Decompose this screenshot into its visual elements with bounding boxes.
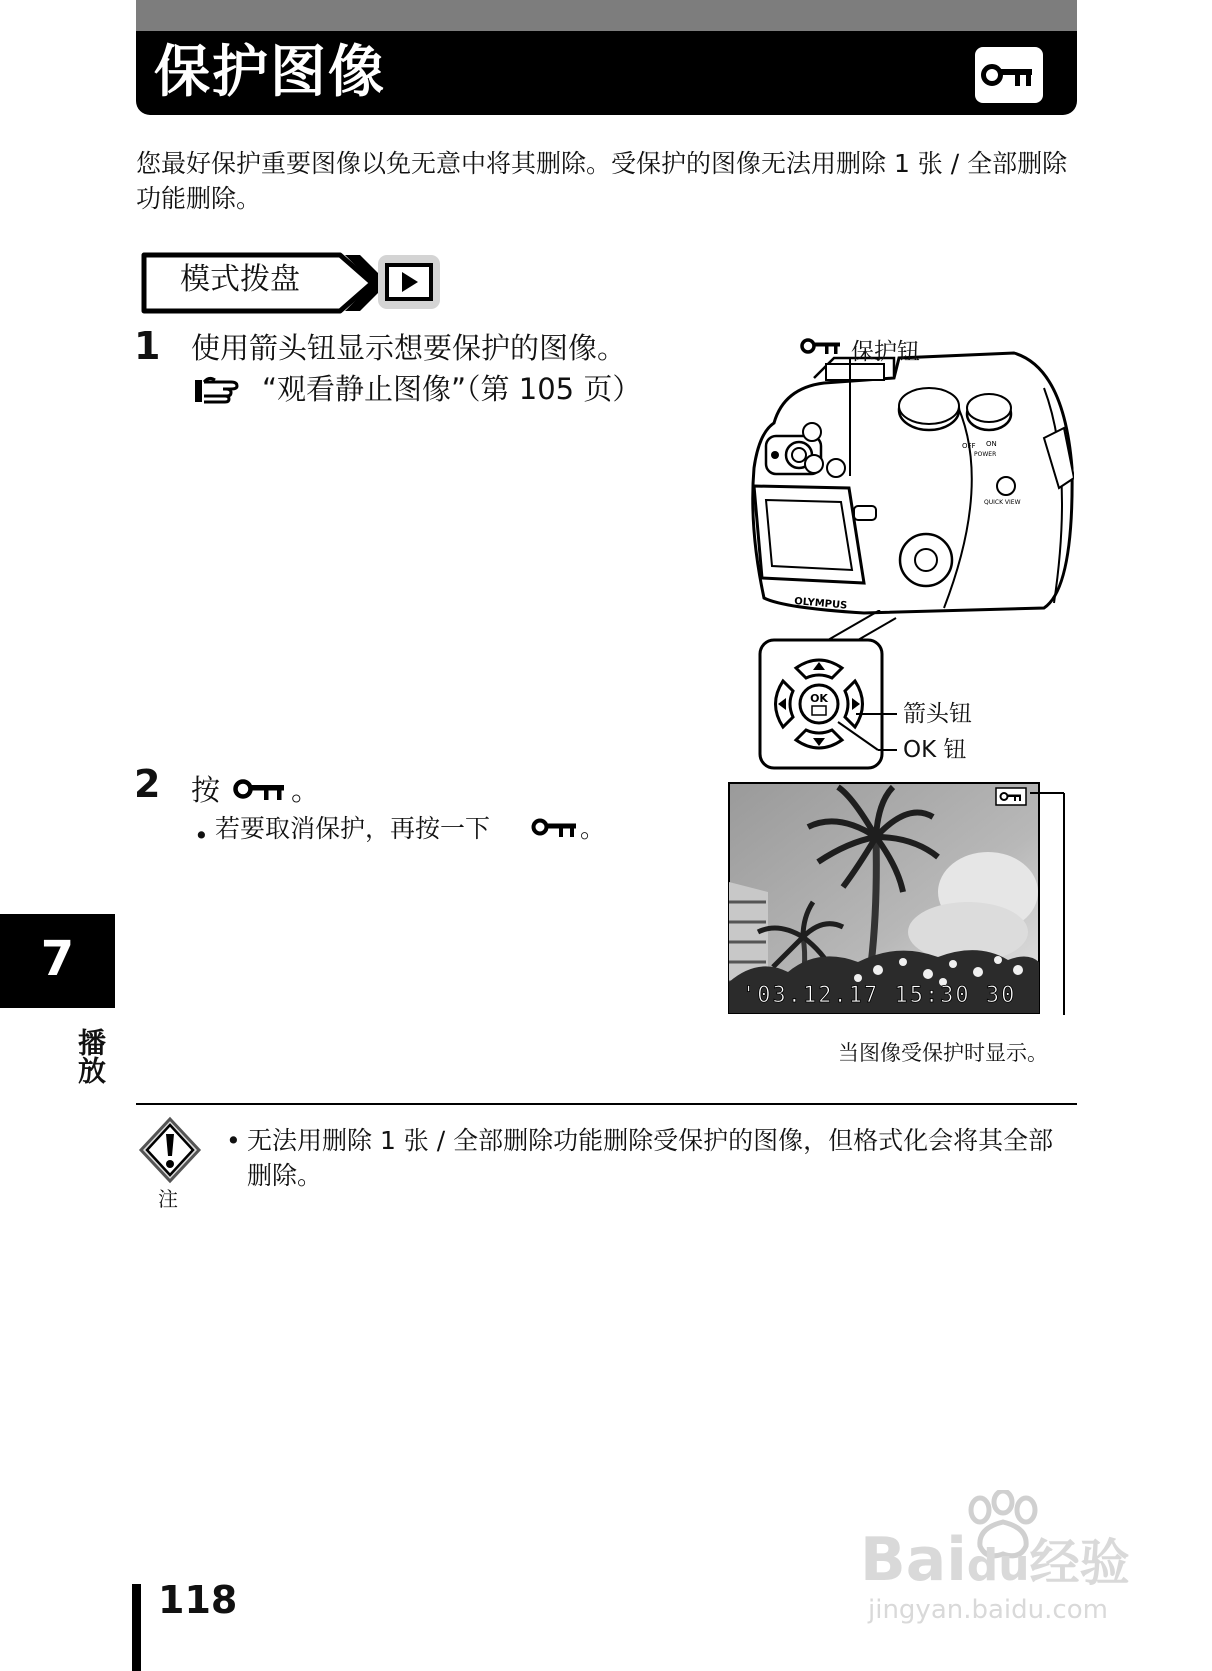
- note-label: 注: [158, 1187, 178, 1211]
- chapter-label: 播放: [74, 1028, 107, 1084]
- caution-icon: [138, 1116, 202, 1186]
- playback-icon: [376, 253, 442, 311]
- step-1-number: 1: [134, 324, 161, 368]
- step-2-bullet: 若要取消保护，再按一下: [215, 814, 491, 843]
- page-number: 118: [158, 1578, 238, 1622]
- lcd-icon-leader-line: [1030, 790, 1070, 1020]
- lcd-caption: 当图像受保护时显示。: [838, 1041, 1048, 1065]
- ok-key-label: OK: [810, 692, 828, 705]
- step-2-suffix: 。: [291, 773, 321, 807]
- svg-text:QUICK VIEW: QUICK VIEW: [984, 499, 1021, 506]
- pointing-hand-icon: [193, 374, 245, 408]
- note-text: 无法用删除 1 张 ∕ 全部删除功能删除受保护的图像，但格式化会将其全部删除。: [247, 1126, 1054, 1190]
- note-bullet-dot: •: [226, 1126, 241, 1155]
- step-1-reference: “观看静止图像”（第 105 页）: [262, 372, 642, 406]
- protect-key-icon: [975, 47, 1043, 103]
- intro-paragraph: 您最好保护重要图像以免无意中将其删除。受保护的图像无法用删除 1 张 ∕ 全部删除功能删除。: [136, 149, 1068, 213]
- page-number-bar: [132, 1584, 141, 1671]
- svg-text:ON: ON: [986, 440, 997, 448]
- svg-text:POWER: POWER: [974, 451, 997, 458]
- arrow-buttons-callout: 箭头钮: [903, 701, 972, 727]
- protect-button-callout-icon: [800, 335, 846, 357]
- watermark-url: jingyan.baidu.com: [868, 1595, 1108, 1625]
- protect-button-leader-line: [840, 358, 860, 478]
- page-title: 保护图像: [154, 40, 386, 105]
- lcd-protected-preview: [728, 782, 1040, 1014]
- step-1-text: 使用箭头钮显示想要保护的图像。: [191, 331, 627, 365]
- mode-dial-label: 模式拨盘: [180, 262, 300, 297]
- watermark-brand: Baidu经验: [860, 1525, 1130, 1595]
- chapter-number: 7: [40, 931, 75, 987]
- step-2-text: 按: [191, 773, 221, 807]
- camera-back-illustration: [744, 328, 1074, 633]
- camera-brand: OLYMPUS: [793, 596, 848, 612]
- step-2-number: 2: [134, 762, 161, 806]
- protect-button-callout: 保护钮: [851, 339, 920, 365]
- ok-button-callout: OK 钮: [903, 737, 967, 763]
- svg-text:OFF: OFF: [962, 442, 976, 450]
- protect-key-icon: [233, 776, 289, 804]
- lcd-datetime: '03.12.17 15:30 30: [742, 983, 1017, 1008]
- arrow-pad-zoom: [758, 610, 898, 772]
- header-top-bar: [136, 0, 1077, 31]
- protect-key-icon: [531, 815, 581, 841]
- bullet-dot: •: [194, 821, 209, 850]
- note-divider: [136, 1103, 1077, 1105]
- step-2-bullet-suffix: 。: [580, 814, 606, 843]
